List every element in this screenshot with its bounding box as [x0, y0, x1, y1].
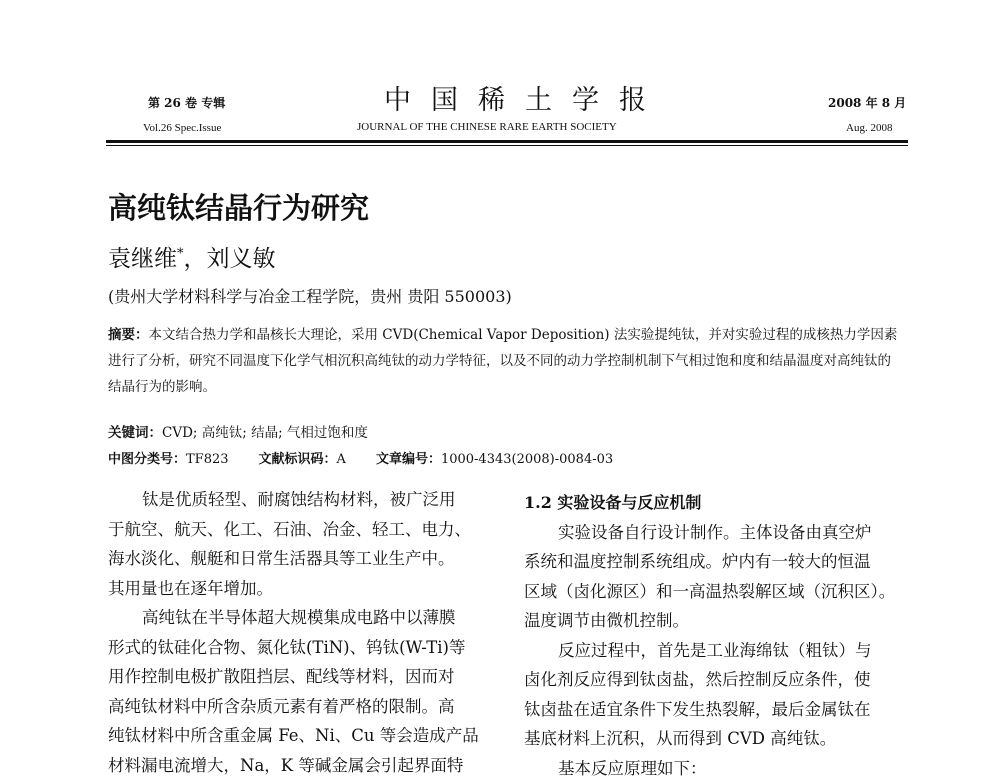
body-line: 高纯钛材料中所含杂质元素有着严格的限制。高 — [108, 692, 490, 722]
body-line: 反应过程中，首先是工业海绵钛（粗钛）与 — [524, 636, 908, 666]
issue-date: 2008 年 8 月 — [828, 94, 906, 111]
body-line: 基底材料上沉积，从而得到 CVD 高纯钛。 — [524, 724, 908, 754]
journal-title: 中国稀土学报 — [384, 78, 666, 117]
body-line: 其用量也在逐年增加。 — [108, 574, 490, 604]
header-rule-thin — [106, 145, 908, 146]
affiliation: (贵州大学材料科学与冶金工程学院，贵州 贵阳 550003) — [108, 284, 512, 307]
classification-line — [108, 448, 613, 467]
body-line: 形式的钛硅化合物、氮化钛(TiN)、钨钛(W-Ti)等 — [108, 633, 490, 663]
body-line: 钛卤盐在适宜条件下发生热裂解，最后金属钛在 — [524, 695, 908, 725]
abstract-label: 摘要： — [108, 327, 149, 343]
clc-label: 中图分类号： — [108, 452, 186, 467]
body-line: 卤化剂反应得到钛卤盐，然后控制反应条件，使 — [524, 665, 908, 695]
body-line: 纯钛材料中所含重金属 Fe、Ni、Cu 等会造成产品 — [108, 721, 490, 751]
body-line: 高纯钛在半导体超大规模集成电路中以薄膜 — [108, 603, 490, 633]
body-line: 基本反应原理如下： — [524, 754, 908, 783]
corresponding-mark: * — [177, 246, 184, 261]
article-no-value: 1000-4343(2008)-0084-03 — [441, 452, 613, 467]
abstract — [108, 322, 904, 400]
author-primary: 袁继维 — [108, 246, 177, 272]
issue-date-en: Aug. 2008 — [846, 122, 892, 134]
body-line: 实验设备自行设计制作。主体设备由真空炉 — [524, 518, 908, 548]
article-no-label: 文章编号： — [376, 452, 441, 467]
section-heading: 1.2 实验设备与反应机制 — [524, 488, 908, 518]
body-line: 用作控制电极扩散阻挡层、配线等材料，因而对 — [108, 662, 490, 692]
keywords-label: 关键词： — [108, 425, 162, 441]
abstract-text: 本文结合热力学和晶核长大理论，采用 CVD(Chemical Vapor Deposition) 法实验提纯钛，并对实验过程的成核热力学因素进行了分析，研究不同温度下化学气相沉积高纯钛的动力学特征，以及不同的动力学控制机制下气相过饱和度和结晶温度对高纯钛的结晶行为的影响。 — [108, 327, 897, 395]
body-line: 区域（卤化源区）和一高温热裂解区域（沉积区）。 — [524, 577, 908, 607]
keywords — [108, 421, 368, 441]
body-line: 海水淡化、舰艇和日常生活器具等工业生产中。 — [108, 544, 490, 574]
author-secondary: ，刘义敏 — [184, 246, 276, 272]
body-line: 温度调节由微机控制。 — [524, 606, 908, 636]
keywords-text: CVD; 高纯钛; 结晶; 气相过饱和度 — [162, 425, 368, 441]
doc-code-value: A — [337, 452, 346, 467]
body-line: 材料漏电流增大，Na，K 等碱金属会引起界面特 — [108, 751, 490, 781]
body-right-column — [524, 488, 908, 783]
body-line: 于航空、航天、化工、石油、冶金、轻工、电力、 — [108, 515, 490, 545]
volume-label-en: Vol.26 Spec.Issue — [143, 122, 221, 134]
body-line: 钛是优质轻型、耐腐蚀结构材料，被广泛用 — [108, 485, 490, 515]
journal-title-en: JOURNAL OF THE CHINESE RARE EARTH SOCIETY — [357, 121, 617, 133]
clc-value: TF823 — [186, 452, 229, 467]
header-rule-thick — [106, 140, 908, 143]
body-left-column — [108, 485, 490, 780]
authors — [108, 240, 276, 273]
volume-label: 第 26 卷 专辑 — [148, 94, 225, 111]
body-line: 系统和温度控制系统组成。炉内有一较大的恒温 — [524, 547, 908, 577]
doc-code-label: 文献标识码： — [259, 452, 337, 467]
paper-title: 高纯钛结晶行为研究 — [108, 186, 369, 227]
